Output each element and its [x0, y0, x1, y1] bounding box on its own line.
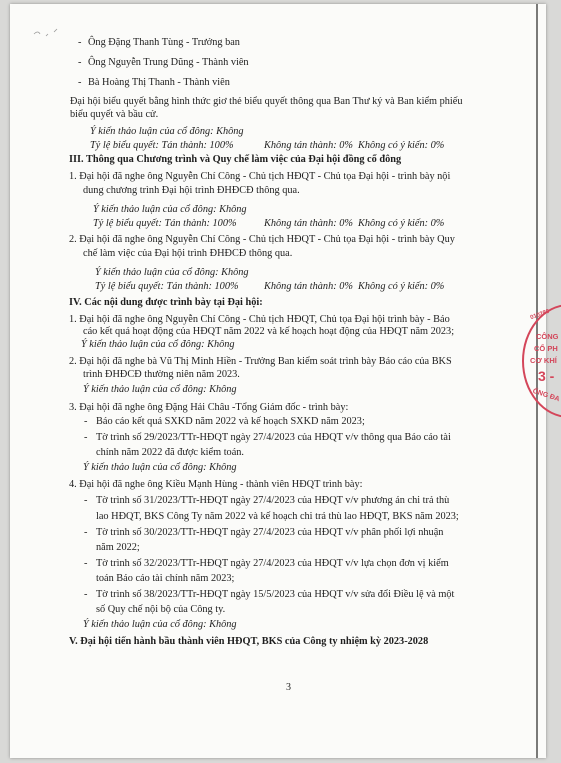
- opinion-line: Ý kiến thảo luận của cổ đông: Không: [83, 619, 237, 630]
- stamp-text: CỔ PH: [534, 344, 558, 353]
- item-line: 1. Đại hội đã nghe ông Nguyễn Chí Công - Chủ tịch HĐQT - Chủ tọa Đại hội - trình bày nội: [69, 171, 451, 182]
- section-heading: IV. Các nội dung được trình bày tại Đại hội:: [69, 297, 263, 308]
- bullet-dash: -: [84, 432, 88, 443]
- opinion-line: Ý kiến thảo luận của cổ đông: Không: [83, 462, 237, 473]
- section-heading: V. Đại hội tiến hành bầu thành viên HĐQT, BKS của Công ty nhiệm kỳ 2023-2028: [69, 636, 429, 647]
- member-line: Ông Nguyễn Trung Dũng - Thành viên: [88, 57, 249, 68]
- item-line: 4. Đại hội đã nghe ông Kiều Mạnh Hùng - thành viên HĐQT trình bày:: [69, 479, 363, 490]
- vote-rate: Tỷ lệ biểu quyết: Tán thành: 100%: [93, 218, 237, 229]
- company-stamp: [522, 304, 561, 418]
- bullet-dash: -: [78, 77, 82, 88]
- vote-rate: Tỷ lệ biểu quyết: Tán thành: 100%: [90, 140, 234, 151]
- stamp-text: ỐNG ĐA: [531, 387, 561, 404]
- sub-item-line: lao HĐQT, BKS Công Ty năm 2022 và kế hoạch chi trả thù lao HĐQT, BKS năm 2023;: [96, 511, 459, 522]
- sub-item-line: Tờ trình số 38/2023/TTr-HĐQT ngày 15/5/2023 của HĐQT v/v sửa đổi Điều lệ và một: [96, 589, 455, 600]
- item-line: dung chương trình Đại hội trình ĐHĐCĐ thông qua.: [83, 185, 300, 196]
- bullet-dash: -: [78, 37, 82, 48]
- item-line: cáo kết quả hoạt động của HĐQT năm 2022 và kế hoạch hoạt động của HĐQT năm 2023;: [83, 326, 455, 337]
- pen-mark: [32, 26, 62, 40]
- bullet-dash: -: [78, 57, 82, 68]
- sub-item-line: số Quy chế nội bộ của Công ty.: [96, 604, 226, 615]
- vote-rate: Tỷ lệ biểu quyết: Tán thành: 100%: [95, 281, 239, 292]
- intro-line: Đại hội biểu quyết bằng hình thức giơ thẻ biểu quyết thông qua Ban Thư ký và Ban kiểm phiếu: [70, 96, 463, 107]
- item-line: 3. Đại hội đã nghe ông Đặng Hải Châu -Tổng Giám đốc - trình bày:: [69, 402, 349, 413]
- stamp-text: CƠ KHÍ: [530, 356, 557, 365]
- item-line: 2. Đại hội đã nghe ông Nguyễn Chí Công - Chủ tịch HĐQT - Chủ tọa Đại hội - trình bày Quy: [69, 234, 455, 245]
- vote-against: Không tán thành: 0%: [264, 140, 353, 151]
- item-line: 1. Đại hội đã nghe ông Nguyễn Chí Công - Chủ tịch HĐQT, Chủ tọa Đại hội trình bày - Báo: [69, 314, 450, 325]
- vote-none: Không có ý kiến: 0%: [358, 218, 445, 229]
- vote-none: Không có ý kiến: 0%: [358, 140, 445, 151]
- opinion-line: Ý kiến thảo luận của cổ đông: Không: [95, 267, 249, 278]
- item-line: 2. Đại hội đã nghe bà Vũ Thị Minh Hiền - Trưởng Ban kiểm soát trình bày Báo cáo của BKS: [69, 356, 452, 367]
- opinion-line: Ý kiến thảo luận của cổ đông: Không: [81, 339, 235, 350]
- document-page: [10, 4, 561, 758]
- vote-none: Không có ý kiến: 0%: [358, 281, 445, 292]
- opinion-line: Ý kiến thảo luận của cổ đông: Không: [90, 126, 244, 137]
- member-line: Ông Đặng Thanh Tùng - Trưởng ban: [88, 37, 240, 48]
- item-line: trình ĐHĐCĐ thường niên năm 2023.: [83, 369, 240, 380]
- sub-item-line: Tờ trình số 30/2023/TTr-HĐQT ngày 27/4/2023 của HĐQT v/v phân phối lợi nhuận: [96, 527, 444, 538]
- member-line: Bà Hoàng Thị Thanh - Thành viên: [88, 77, 230, 88]
- bullet-dash: -: [84, 527, 88, 538]
- sub-item-line: Tờ trình số 29/2023/TTr-HĐQT ngày 27/4/2023 của HĐQT v/v thông qua Báo cáo tài: [96, 432, 451, 443]
- item-line: chế làm việc của Đại hội trình ĐHĐCĐ thông qua.: [83, 248, 293, 259]
- sub-item-line: Tờ trình số 31/2023/TTr-HĐQT ngày 27/4/2023 của HĐQT v/v phương án chi trả thù: [96, 495, 450, 506]
- sub-item-line: Tờ trình số 32/2023/TTr-HĐQT ngày 27/4/2023 của HĐQT v/v lựa chọn đơn vị kiểm: [96, 558, 449, 569]
- bullet-dash: -: [84, 416, 88, 427]
- section-heading: III. Thông qua Chương trình và Quy chế làm việc của Đại hội đồng cổ đông: [69, 154, 402, 165]
- sub-item-line: chính năm 2022 đã được kiểm toán.: [96, 447, 244, 458]
- bullet-dash: -: [84, 589, 88, 600]
- stamp-code: 010280: [529, 308, 551, 322]
- page-number: 3: [286, 682, 291, 693]
- opinion-line: Ý kiến thảo luận của cổ đông: Không: [83, 384, 237, 395]
- sub-item-line: năm 2022;: [96, 542, 140, 553]
- vote-against: Không tán thành: 0%: [264, 281, 353, 292]
- intro-line: biểu quyết và bầu cử.: [70, 109, 159, 120]
- bullet-dash: -: [84, 495, 88, 506]
- vote-against: Không tán thành: 0%: [264, 218, 353, 229]
- opinion-line: Ý kiến thảo luận của cổ đông: Không: [93, 204, 247, 215]
- bullet-dash: -: [84, 558, 88, 569]
- sub-item-line: Báo cáo kết quả SXKD năm 2022 và kế hoạch SXKD năm 2023;: [96, 416, 365, 427]
- stamp-text: CÔNG: [536, 332, 559, 341]
- sub-item-line: toán Báo cáo tài chính năm 2023;: [96, 573, 235, 584]
- stamp-text: 3 -: [538, 368, 555, 384]
